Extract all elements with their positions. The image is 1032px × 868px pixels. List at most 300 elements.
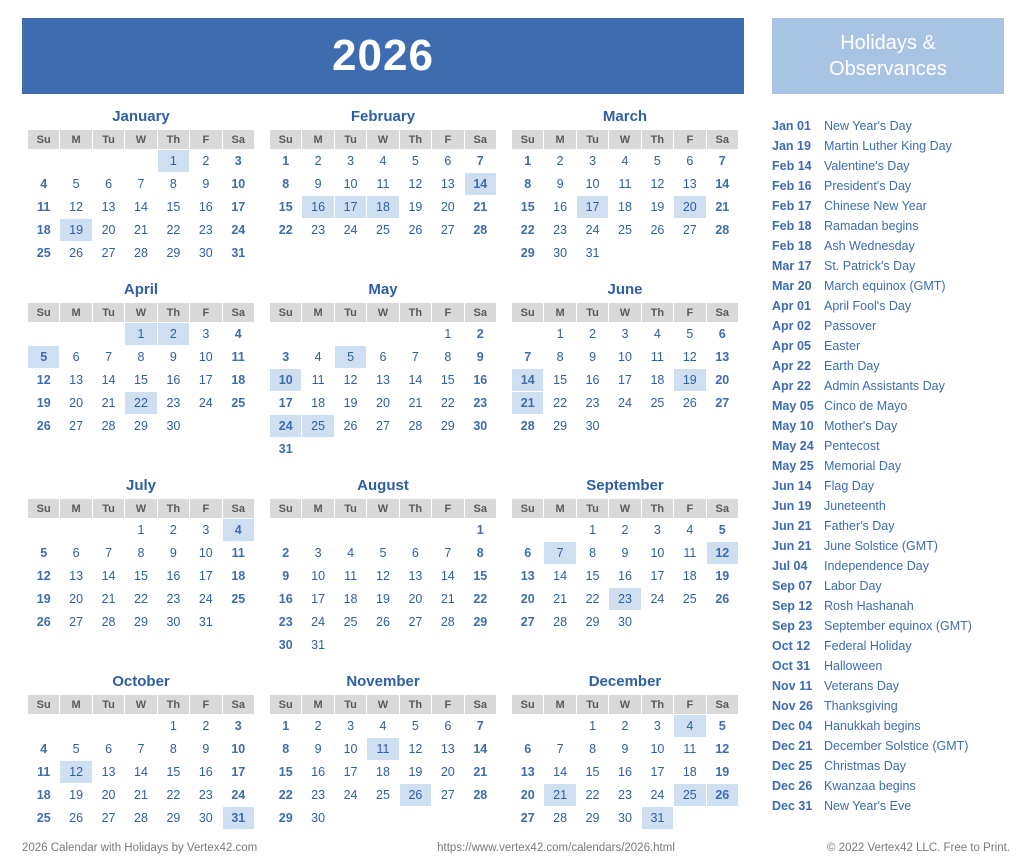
day-cell[interactable]: 10 (576, 173, 608, 196)
day-cell[interactable]: 6 (706, 323, 738, 346)
day-cell[interactable]: 28 (512, 415, 544, 438)
day-cell[interactable]: 10 (641, 738, 673, 761)
day-cell[interactable]: 9 (157, 346, 189, 369)
day-cell[interactable]: 9 (302, 738, 334, 761)
day-cell[interactable]: 29 (125, 415, 157, 438)
day-cell[interactable]: 19 (28, 588, 60, 611)
day-cell[interactable]: 24 (222, 219, 254, 242)
day-cell[interactable]: 27 (60, 415, 92, 438)
day-cell[interactable]: 28 (125, 242, 157, 265)
day-cell[interactable]: 11 (674, 738, 706, 761)
day-cell[interactable]: 1 (270, 150, 302, 173)
day-cell[interactable]: 25 (28, 242, 60, 265)
day-cell[interactable]: 30 (270, 634, 302, 657)
day-cell[interactable]: 22 (544, 392, 576, 415)
day-cell[interactable]: 5 (706, 715, 738, 738)
day-cell[interactable]: 17 (576, 196, 608, 219)
day-cell[interactable]: 11 (222, 346, 254, 369)
day-cell[interactable]: 30 (302, 807, 334, 830)
day-cell[interactable]: 25 (367, 784, 399, 807)
day-cell[interactable]: 5 (399, 715, 431, 738)
day-cell[interactable]: 29 (157, 242, 189, 265)
day-cell[interactable]: 15 (576, 761, 608, 784)
day-cell[interactable]: 4 (334, 542, 366, 565)
day-cell[interactable]: 20 (367, 392, 399, 415)
day-cell[interactable]: 20 (92, 219, 124, 242)
day-cell[interactable]: 12 (60, 196, 92, 219)
day-cell[interactable]: 9 (190, 173, 222, 196)
day-cell[interactable]: 13 (92, 196, 124, 219)
day-cell[interactable]: 9 (544, 173, 576, 196)
day-cell[interactable]: 7 (399, 346, 431, 369)
day-cell[interactable]: 15 (432, 369, 464, 392)
day-cell[interactable]: 11 (28, 761, 60, 784)
day-cell[interactable]: 22 (432, 392, 464, 415)
day-cell[interactable]: 8 (544, 346, 576, 369)
day-cell[interactable]: 1 (544, 323, 576, 346)
day-cell[interactable]: 6 (92, 738, 124, 761)
day-cell[interactable]: 8 (464, 542, 496, 565)
day-cell[interactable]: 19 (28, 392, 60, 415)
day-cell[interactable]: 14 (512, 369, 544, 392)
day-cell[interactable]: 4 (674, 715, 706, 738)
day-cell[interactable]: 21 (464, 196, 496, 219)
day-cell[interactable]: 7 (464, 715, 496, 738)
day-cell[interactable]: 29 (576, 807, 608, 830)
day-cell[interactable]: 16 (190, 761, 222, 784)
day-cell[interactable]: 8 (512, 173, 544, 196)
day-cell[interactable]: 18 (28, 784, 60, 807)
day-cell[interactable]: 18 (302, 392, 334, 415)
day-cell[interactable]: 3 (222, 150, 254, 173)
day-cell[interactable]: 27 (432, 784, 464, 807)
day-cell[interactable]: 18 (674, 565, 706, 588)
day-cell[interactable]: 16 (302, 761, 334, 784)
day-cell[interactable]: 3 (190, 519, 222, 542)
day-cell[interactable]: 3 (270, 346, 302, 369)
day-cell[interactable]: 3 (334, 150, 366, 173)
day-cell[interactable]: 13 (706, 346, 738, 369)
day-cell[interactable]: 5 (674, 323, 706, 346)
day-cell[interactable]: 8 (125, 542, 157, 565)
day-cell[interactable]: 18 (367, 761, 399, 784)
day-cell[interactable]: 10 (334, 738, 366, 761)
day-cell[interactable]: 15 (512, 196, 544, 219)
day-cell[interactable]: 5 (706, 519, 738, 542)
day-cell[interactable]: 13 (399, 565, 431, 588)
day-cell[interactable]: 17 (190, 565, 222, 588)
day-cell[interactable]: 13 (60, 565, 92, 588)
day-cell[interactable]: 2 (302, 715, 334, 738)
day-cell[interactable]: 7 (512, 346, 544, 369)
day-cell[interactable]: 4 (302, 346, 334, 369)
day-cell[interactable]: 4 (222, 323, 254, 346)
day-cell[interactable]: 9 (190, 738, 222, 761)
day-cell[interactable]: 31 (222, 242, 254, 265)
day-cell[interactable]: 6 (399, 542, 431, 565)
day-cell[interactable]: 31 (302, 634, 334, 657)
day-cell[interactable]: 6 (512, 738, 544, 761)
day-cell[interactable]: 21 (92, 392, 124, 415)
day-cell[interactable]: 10 (222, 173, 254, 196)
day-cell[interactable]: 30 (544, 242, 576, 265)
day-cell[interactable]: 9 (270, 565, 302, 588)
day-cell[interactable]: 12 (399, 738, 431, 761)
day-cell[interactable]: 30 (190, 807, 222, 830)
day-cell[interactable]: 10 (190, 346, 222, 369)
day-cell[interactable]: 2 (609, 519, 641, 542)
day-cell[interactable]: 21 (706, 196, 738, 219)
day-cell[interactable]: 15 (125, 369, 157, 392)
day-cell[interactable]: 14 (464, 173, 496, 196)
day-cell[interactable]: 23 (157, 588, 189, 611)
day-cell[interactable]: 8 (157, 738, 189, 761)
day-cell[interactable]: 28 (544, 807, 576, 830)
day-cell[interactable]: 25 (302, 415, 334, 438)
day-cell[interactable]: 27 (92, 242, 124, 265)
day-cell[interactable]: 3 (609, 323, 641, 346)
day-cell[interactable]: 9 (609, 738, 641, 761)
day-cell[interactable]: 17 (302, 588, 334, 611)
day-cell[interactable]: 14 (92, 565, 124, 588)
day-cell[interactable]: 1 (157, 150, 189, 173)
day-cell[interactable]: 25 (28, 807, 60, 830)
day-cell[interactable]: 2 (609, 715, 641, 738)
day-cell[interactable]: 13 (367, 369, 399, 392)
day-cell[interactable]: 20 (92, 784, 124, 807)
day-cell[interactable]: 6 (512, 542, 544, 565)
day-cell[interactable]: 26 (28, 415, 60, 438)
day-cell[interactable]: 18 (641, 369, 673, 392)
day-cell[interactable]: 4 (609, 150, 641, 173)
day-cell[interactable]: 6 (60, 346, 92, 369)
day-cell[interactable]: 28 (706, 219, 738, 242)
day-cell[interactable]: 29 (157, 807, 189, 830)
day-cell[interactable]: 12 (706, 542, 738, 565)
day-cell[interactable]: 25 (334, 611, 366, 634)
day-cell[interactable]: 30 (609, 807, 641, 830)
day-cell[interactable]: 8 (576, 542, 608, 565)
day-cell[interactable]: 21 (432, 588, 464, 611)
day-cell[interactable]: 27 (512, 611, 544, 634)
day-cell[interactable]: 16 (609, 761, 641, 784)
day-cell[interactable]: 1 (512, 150, 544, 173)
day-cell[interactable]: 29 (512, 242, 544, 265)
day-cell[interactable]: 24 (576, 219, 608, 242)
day-cell[interactable]: 12 (334, 369, 366, 392)
day-cell[interactable]: 3 (190, 323, 222, 346)
day-cell[interactable]: 18 (674, 761, 706, 784)
day-cell[interactable]: 24 (609, 392, 641, 415)
day-cell[interactable]: 24 (270, 415, 302, 438)
day-cell[interactable]: 14 (544, 565, 576, 588)
day-cell[interactable]: 24 (190, 392, 222, 415)
day-cell[interactable]: 16 (464, 369, 496, 392)
day-cell[interactable]: 22 (270, 219, 302, 242)
day-cell[interactable]: 23 (302, 784, 334, 807)
day-cell[interactable]: 12 (60, 761, 92, 784)
day-cell[interactable]: 30 (576, 415, 608, 438)
day-cell[interactable]: 29 (544, 415, 576, 438)
day-cell[interactable]: 8 (432, 346, 464, 369)
day-cell[interactable]: 21 (544, 588, 576, 611)
day-cell[interactable]: 13 (432, 738, 464, 761)
day-cell[interactable]: 14 (92, 369, 124, 392)
day-cell[interactable]: 19 (60, 784, 92, 807)
day-cell[interactable]: 2 (190, 715, 222, 738)
day-cell[interactable]: 11 (641, 346, 673, 369)
day-cell[interactable]: 26 (60, 242, 92, 265)
day-cell[interactable]: 3 (576, 150, 608, 173)
day-cell[interactable]: 23 (190, 784, 222, 807)
day-cell[interactable]: 22 (512, 219, 544, 242)
day-cell[interactable]: 29 (125, 611, 157, 634)
day-cell[interactable]: 11 (222, 542, 254, 565)
day-cell[interactable]: 8 (576, 738, 608, 761)
day-cell[interactable]: 26 (706, 784, 738, 807)
day-cell[interactable]: 14 (706, 173, 738, 196)
day-cell[interactable]: 27 (706, 392, 738, 415)
day-cell[interactable]: 14 (464, 738, 496, 761)
day-cell[interactable]: 2 (302, 150, 334, 173)
day-cell[interactable]: 17 (270, 392, 302, 415)
day-cell[interactable]: 28 (92, 611, 124, 634)
day-cell[interactable]: 15 (125, 565, 157, 588)
day-cell[interactable]: 9 (464, 346, 496, 369)
day-cell[interactable]: 27 (92, 807, 124, 830)
day-cell[interactable]: 24 (334, 784, 366, 807)
day-cell[interactable]: 19 (674, 369, 706, 392)
day-cell[interactable]: 25 (641, 392, 673, 415)
day-cell[interactable]: 17 (641, 761, 673, 784)
day-cell[interactable]: 14 (125, 761, 157, 784)
day-cell[interactable]: 20 (512, 588, 544, 611)
day-cell[interactable]: 20 (60, 392, 92, 415)
day-cell[interactable]: 31 (270, 438, 302, 461)
day-cell[interactable]: 5 (28, 542, 60, 565)
day-cell[interactable]: 23 (270, 611, 302, 634)
day-cell[interactable]: 28 (464, 784, 496, 807)
day-cell[interactable]: 15 (270, 196, 302, 219)
day-cell[interactable]: 19 (367, 588, 399, 611)
day-cell[interactable]: 31 (576, 242, 608, 265)
day-cell[interactable]: 21 (125, 784, 157, 807)
day-cell[interactable]: 4 (641, 323, 673, 346)
day-cell[interactable]: 17 (334, 761, 366, 784)
day-cell[interactable]: 15 (157, 196, 189, 219)
day-cell[interactable]: 12 (641, 173, 673, 196)
day-cell[interactable]: 26 (399, 219, 431, 242)
day-cell[interactable]: 24 (222, 784, 254, 807)
day-cell[interactable]: 24 (334, 219, 366, 242)
day-cell[interactable]: 30 (464, 415, 496, 438)
day-cell[interactable]: 21 (125, 219, 157, 242)
day-cell[interactable]: 27 (60, 611, 92, 634)
day-cell[interactable]: 6 (92, 173, 124, 196)
day-cell[interactable]: 22 (576, 588, 608, 611)
day-cell[interactable]: 18 (222, 369, 254, 392)
day-cell[interactable]: 17 (222, 196, 254, 219)
day-cell[interactable]: 3 (641, 519, 673, 542)
day-cell[interactable]: 10 (609, 346, 641, 369)
day-cell[interactable]: 26 (367, 611, 399, 634)
day-cell[interactable]: 12 (706, 738, 738, 761)
day-cell[interactable]: 1 (432, 323, 464, 346)
day-cell[interactable]: 2 (270, 542, 302, 565)
day-cell[interactable]: 31 (190, 611, 222, 634)
day-cell[interactable]: 4 (222, 519, 254, 542)
day-cell[interactable]: 12 (399, 173, 431, 196)
day-cell[interactable]: 19 (399, 761, 431, 784)
day-cell[interactable]: 19 (641, 196, 673, 219)
day-cell[interactable]: 2 (157, 519, 189, 542)
day-cell[interactable]: 8 (270, 738, 302, 761)
day-cell[interactable]: 15 (544, 369, 576, 392)
footer-url[interactable]: https://www.vertex42.com/calendars/2026.html (437, 842, 675, 854)
day-cell[interactable]: 17 (641, 565, 673, 588)
day-cell[interactable]: 21 (464, 761, 496, 784)
day-cell[interactable]: 20 (706, 369, 738, 392)
day-cell[interactable]: 26 (399, 784, 431, 807)
day-cell[interactable]: 10 (270, 369, 302, 392)
day-cell[interactable]: 30 (609, 611, 641, 634)
day-cell[interactable]: 17 (190, 369, 222, 392)
day-cell[interactable]: 28 (125, 807, 157, 830)
day-cell[interactable]: 7 (92, 346, 124, 369)
day-cell[interactable]: 8 (270, 173, 302, 196)
day-cell[interactable]: 1 (125, 519, 157, 542)
day-cell[interactable]: 12 (367, 565, 399, 588)
day-cell[interactable]: 22 (270, 784, 302, 807)
day-cell[interactable]: 9 (302, 173, 334, 196)
day-cell[interactable]: 1 (576, 715, 608, 738)
day-cell[interactable]: 7 (125, 738, 157, 761)
day-cell[interactable]: 12 (674, 346, 706, 369)
day-cell[interactable]: 5 (28, 346, 60, 369)
day-cell[interactable]: 10 (334, 173, 366, 196)
day-cell[interactable]: 20 (512, 784, 544, 807)
day-cell[interactable]: 23 (609, 784, 641, 807)
day-cell[interactable]: 4 (367, 715, 399, 738)
day-cell[interactable]: 31 (222, 807, 254, 830)
day-cell[interactable]: 23 (576, 392, 608, 415)
day-cell[interactable]: 23 (609, 588, 641, 611)
day-cell[interactable]: 22 (576, 784, 608, 807)
day-cell[interactable]: 27 (432, 219, 464, 242)
day-cell[interactable]: 18 (367, 196, 399, 219)
day-cell[interactable]: 5 (60, 738, 92, 761)
day-cell[interactable]: 10 (641, 542, 673, 565)
day-cell[interactable]: 9 (157, 542, 189, 565)
day-cell[interactable]: 1 (270, 715, 302, 738)
day-cell[interactable]: 15 (576, 565, 608, 588)
day-cell[interactable]: 28 (432, 611, 464, 634)
day-cell[interactable]: 3 (222, 715, 254, 738)
day-cell[interactable]: 25 (609, 219, 641, 242)
day-cell[interactable]: 5 (399, 150, 431, 173)
day-cell[interactable]: 3 (641, 715, 673, 738)
day-cell[interactable]: 23 (464, 392, 496, 415)
day-cell[interactable]: 29 (270, 807, 302, 830)
day-cell[interactable]: 7 (125, 173, 157, 196)
day-cell[interactable]: 22 (157, 219, 189, 242)
day-cell[interactable]: 25 (674, 588, 706, 611)
day-cell[interactable]: 14 (125, 196, 157, 219)
day-cell[interactable]: 23 (544, 219, 576, 242)
day-cell[interactable]: 21 (512, 392, 544, 415)
day-cell[interactable]: 9 (576, 346, 608, 369)
day-cell[interactable]: 30 (157, 611, 189, 634)
day-cell[interactable]: 1 (157, 715, 189, 738)
day-cell[interactable]: 23 (190, 219, 222, 242)
day-cell[interactable]: 11 (367, 173, 399, 196)
day-cell[interactable]: 25 (222, 588, 254, 611)
day-cell[interactable]: 7 (464, 150, 496, 173)
day-cell[interactable]: 8 (125, 346, 157, 369)
day-cell[interactable]: 21 (544, 784, 576, 807)
day-cell[interactable]: 26 (706, 588, 738, 611)
day-cell[interactable]: 7 (544, 542, 576, 565)
day-cell[interactable]: 23 (302, 219, 334, 242)
day-cell[interactable]: 12 (28, 565, 60, 588)
day-cell[interactable]: 26 (641, 219, 673, 242)
day-cell[interactable]: 16 (544, 196, 576, 219)
day-cell[interactable]: 6 (432, 715, 464, 738)
day-cell[interactable]: 31 (641, 807, 673, 830)
day-cell[interactable]: 16 (157, 369, 189, 392)
day-cell[interactable]: 25 (674, 784, 706, 807)
day-cell[interactable]: 29 (464, 611, 496, 634)
day-cell[interactable]: 7 (92, 542, 124, 565)
day-cell[interactable]: 11 (674, 542, 706, 565)
day-cell[interactable]: 13 (512, 761, 544, 784)
day-cell[interactable]: 27 (399, 611, 431, 634)
day-cell[interactable]: 18 (609, 196, 641, 219)
day-cell[interactable]: 14 (544, 761, 576, 784)
day-cell[interactable]: 15 (270, 761, 302, 784)
day-cell[interactable]: 16 (576, 369, 608, 392)
day-cell[interactable]: 1 (125, 323, 157, 346)
day-cell[interactable]: 27 (674, 219, 706, 242)
day-cell[interactable]: 14 (432, 565, 464, 588)
day-cell[interactable]: 28 (399, 415, 431, 438)
day-cell[interactable]: 25 (367, 219, 399, 242)
day-cell[interactable]: 28 (464, 219, 496, 242)
day-cell[interactable]: 22 (157, 784, 189, 807)
day-cell[interactable]: 26 (28, 611, 60, 634)
day-cell[interactable]: 5 (334, 346, 366, 369)
day-cell[interactable]: 7 (432, 542, 464, 565)
day-cell[interactable]: 4 (367, 150, 399, 173)
day-cell[interactable]: 19 (706, 761, 738, 784)
day-cell[interactable]: 27 (512, 807, 544, 830)
day-cell[interactable]: 21 (399, 392, 431, 415)
day-cell[interactable]: 22 (125, 588, 157, 611)
day-cell[interactable]: 18 (334, 588, 366, 611)
day-cell[interactable]: 2 (464, 323, 496, 346)
day-cell[interactable]: 5 (641, 150, 673, 173)
day-cell[interactable]: 16 (302, 196, 334, 219)
day-cell[interactable]: 10 (190, 542, 222, 565)
day-cell[interactable]: 26 (60, 807, 92, 830)
day-cell[interactable]: 5 (367, 542, 399, 565)
day-cell[interactable]: 16 (609, 565, 641, 588)
day-cell[interactable]: 22 (464, 588, 496, 611)
day-cell[interactable]: 20 (674, 196, 706, 219)
day-cell[interactable]: 8 (157, 173, 189, 196)
day-cell[interactable]: 28 (92, 415, 124, 438)
day-cell[interactable]: 29 (576, 611, 608, 634)
